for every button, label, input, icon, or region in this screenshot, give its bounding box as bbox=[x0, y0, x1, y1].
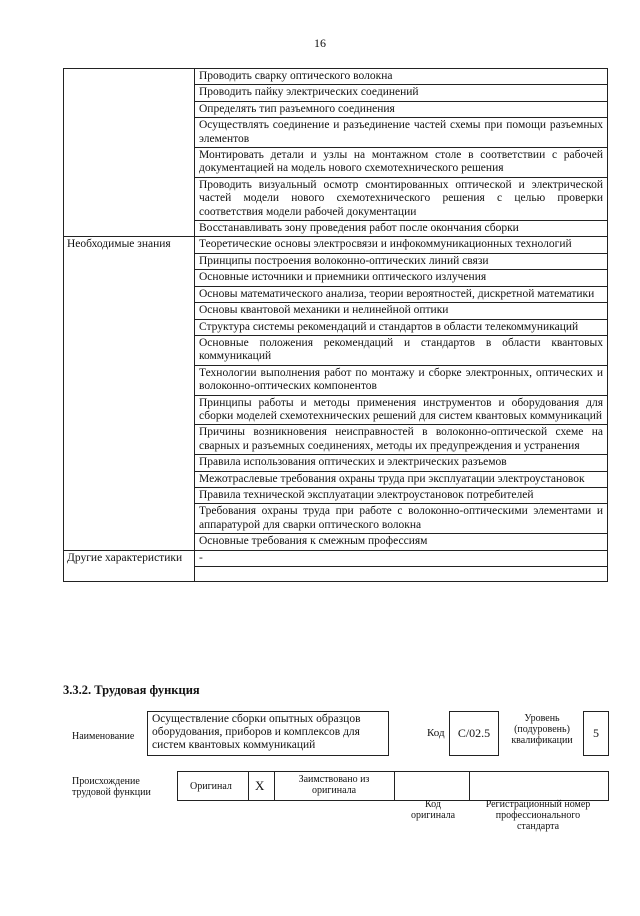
code-separator bbox=[469, 772, 470, 800]
other-row bbox=[64, 550, 608, 581]
knowledge-item: Правила технической эксплуатации электроустановок потребителей bbox=[195, 488, 607, 504]
name-label: Наименование bbox=[72, 731, 135, 742]
page-number: 16 bbox=[314, 36, 326, 50]
knowledge-item: Теоретические основы электросвязи и инфокоммуникационных технологий bbox=[195, 237, 607, 253]
knowledge-item: Принципы работы и методы применения инструментов и оборудования для сборки моделей схемотехнических решений для систем квантовых коммуникаций bbox=[195, 396, 607, 426]
knowledge-items-cell bbox=[195, 237, 608, 550]
knowledge-row bbox=[64, 237, 608, 550]
level-value: 5 bbox=[593, 726, 599, 740]
name-value: Осуществление сборки опытных образцов оборудования, приборов и комплексов для систем квантовых коммуникаций bbox=[152, 713, 361, 751]
borrowed-label: Заимствовано из оригинала bbox=[298, 774, 370, 796]
skill-item: Проводить сварку оптического волокна bbox=[195, 69, 607, 85]
requirements-table bbox=[63, 68, 608, 582]
original-mark: X bbox=[255, 778, 265, 793]
code-label: Код bbox=[427, 727, 445, 739]
skill-item: Восстанавливать зону проведения работ после окончания сборки bbox=[199, 222, 519, 235]
other-value-cell bbox=[195, 550, 608, 581]
code-value-box bbox=[449, 711, 499, 756]
knowledge-item: Основные положения рекомендаций и стандартов в области квантовых коммуникаций bbox=[195, 336, 607, 366]
knowledge-item: Структура системы рекомендаций и стандартов в области телекоммуникаций bbox=[195, 320, 607, 336]
skills-row bbox=[64, 69, 608, 237]
knowledge-item: Причины возникновения неисправностей в волоконно-оптической схеме на сварных и разъемных соединениях, методы их предупреждения и устранения bbox=[195, 425, 607, 455]
knowledge-item: Основы математического анализа, теории вероятностей, дискретной математики bbox=[195, 287, 607, 303]
knowledge-item: Основные источники и приемники оптического излучения bbox=[195, 270, 607, 286]
mark-separator bbox=[274, 772, 275, 800]
code-value: C/02.5 bbox=[457, 726, 491, 740]
original-label: Оригинал bbox=[190, 781, 232, 792]
skill-item: Определять тип разъемного соединения bbox=[195, 102, 607, 118]
code-caption: Код оригинала bbox=[410, 799, 456, 821]
section-title: 3.3.2. Трудовая функция bbox=[63, 683, 200, 697]
knowledge-item: Основы квантовой механики и нелинейной оптики bbox=[195, 303, 607, 319]
skill-item: Проводить визуальный осмотр смонтированных оптической и электрической частей модели нового схемотехнического решения с целью проверки соответствия модели рабочей документации bbox=[195, 178, 607, 221]
name-value-box bbox=[147, 711, 389, 756]
skills-items-cell bbox=[195, 69, 608, 237]
skill-item: Проводить пайку электрических соединений bbox=[195, 85, 607, 101]
original-separator bbox=[248, 772, 249, 800]
knowledge-item: Основные требования к смежным профессиям bbox=[199, 535, 428, 548]
knowledge-item: Технологии выполнения работ по монтажу и сборке электронных, оптических и волоконно-оптических компонентов bbox=[195, 366, 607, 396]
knowledge-item: Межотраслевые требования охраны труда при эксплуатации электроустановок bbox=[195, 472, 607, 488]
level-label: Уровень (подуровень) квалификации bbox=[511, 713, 573, 746]
skills-label-cell bbox=[64, 69, 195, 237]
knowledge-item: Принципы построения волоконно-оптических линий связи bbox=[195, 254, 607, 270]
skill-item: Монтировать детали и узлы на монтажном столе в соответствии с рабочей документацией на модель нового схемотехнического решения bbox=[195, 148, 607, 178]
skill-item: Осуществлять соединение и разъединение частей схемы при помощи разъемных элементов bbox=[195, 118, 607, 148]
origin-label: Происхождение трудовой функции bbox=[72, 776, 151, 798]
knowledge-item: Требования охраны труда при работе с волоконно-оптическими элементами и аппаратурой для сварки оптического волокна bbox=[195, 504, 607, 534]
knowledge-item: Правила использования оптических и электрических разъемов bbox=[195, 455, 607, 471]
reg-caption: Регистрационный номер профессионального стандарта bbox=[485, 799, 591, 832]
origin-table bbox=[177, 771, 609, 801]
other-label: Другие характеристики bbox=[64, 550, 195, 581]
knowledge-label: Необходимые знания bbox=[64, 237, 195, 550]
borrowed-separator bbox=[394, 772, 395, 800]
other-value: - bbox=[195, 551, 607, 567]
level-value-box bbox=[583, 711, 609, 756]
